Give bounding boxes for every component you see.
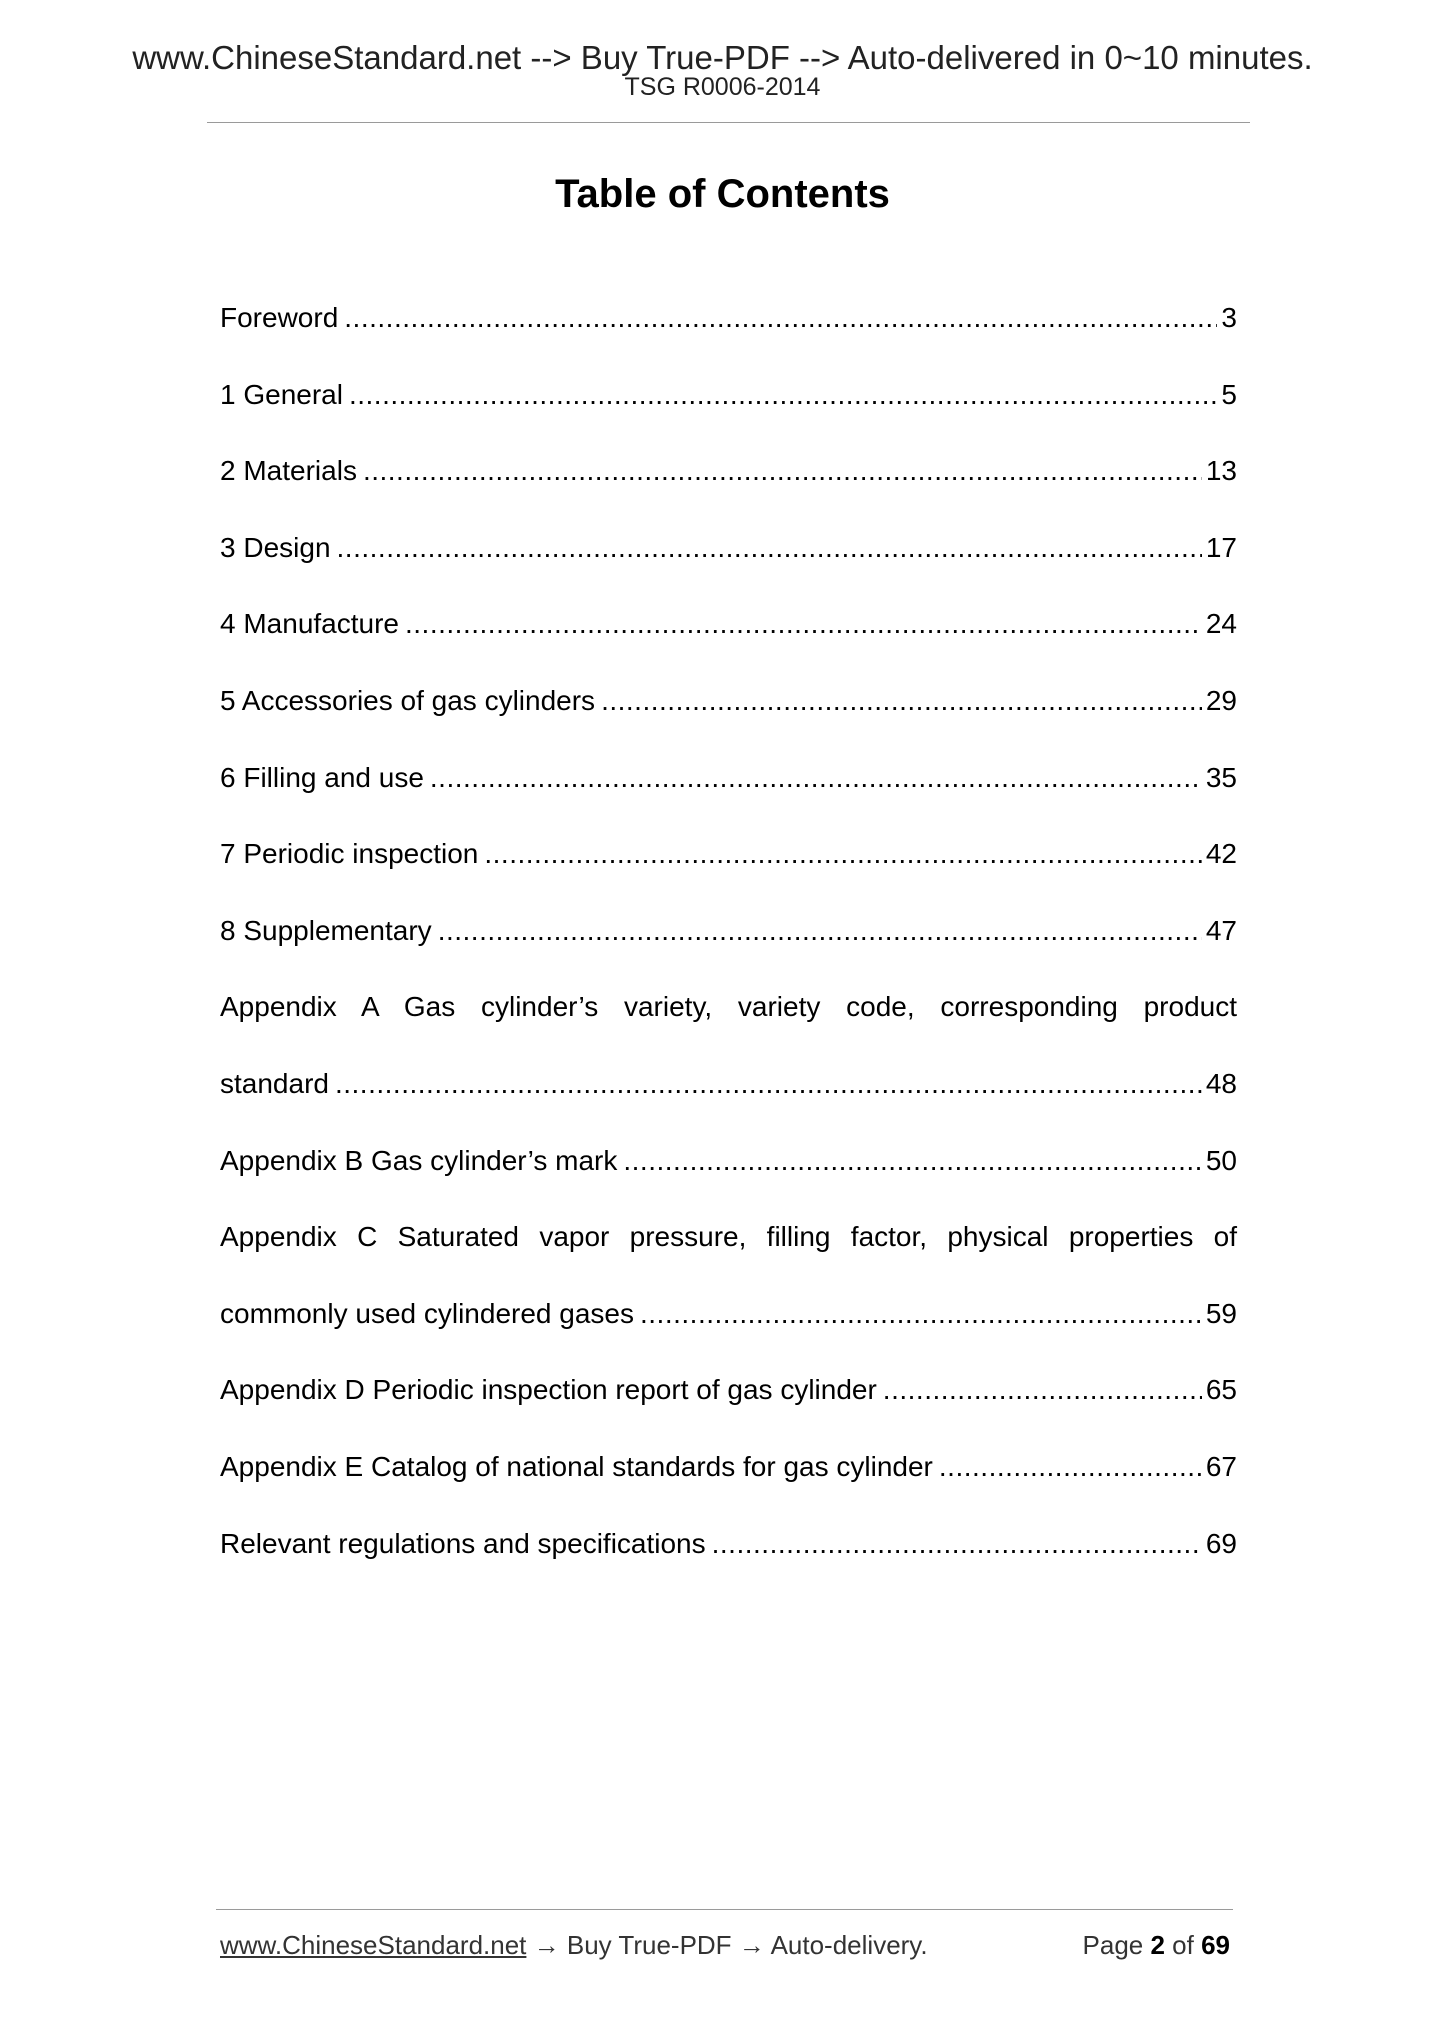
toc-entry-label: 5 Accessories of gas cylinders [220, 684, 596, 716]
toc-entry-page: 3 [1221, 302, 1237, 333]
toc-entry-periodic-inspection[interactable] [220, 816, 1237, 893]
document-code: TSG R0006-2014 [624, 73, 821, 101]
toc-entry-appendix-d[interactable] [220, 1352, 1237, 1429]
toc-entry-label-line1: Appendix A Gas cylinder’s variety, variety code, corresponding product [220, 991, 1237, 1023]
dot-leader [337, 510, 1202, 587]
table-of-contents [220, 280, 1237, 1582]
header-divider [207, 122, 1250, 123]
dot-leader [601, 663, 1202, 740]
toc-entry-label: 4 Manufacture [220, 608, 399, 640]
toc-entry-filling-and-use[interactable] [220, 740, 1237, 817]
top-banner: www.ChineseStandard.net --> Buy True-PDF --> Auto-delivered in 0~10 minutes. [132, 39, 1313, 76]
toc-entry-materials[interactable] [220, 433, 1237, 510]
dot-leader [349, 357, 1217, 434]
dot-leader [430, 740, 1202, 817]
toc-entry-page: 69 [1205, 1527, 1237, 1559]
toc-entry-page: 50 [1205, 1144, 1237, 1176]
dot-leader [438, 893, 1202, 970]
page-of: of [1164, 1930, 1202, 1960]
dot-leader [939, 1429, 1202, 1506]
toc-entry-page: 24 [1205, 608, 1237, 640]
toc-entry-page: 17 [1205, 531, 1237, 563]
toc-entry-appendix-a[interactable] [220, 969, 1237, 1122]
dot-leader [363, 433, 1202, 510]
toc-entry-page: 42 [1205, 838, 1237, 870]
toc-entry-accessories[interactable] [220, 663, 1237, 740]
page-title: Table of Contents [555, 172, 890, 216]
toc-entry-design[interactable] [220, 510, 1237, 587]
dot-leader [712, 1506, 1202, 1583]
toc-entry-manufacture[interactable] [220, 586, 1237, 663]
toc-entry-supplementary[interactable] [220, 893, 1237, 970]
toc-entry-general[interactable] [220, 357, 1237, 434]
toc-entry-label: 3 Design [220, 531, 331, 563]
toc-entry-page: 47 [1205, 914, 1237, 946]
footer-tagline: → Buy True-PDF → Auto-delivery. [526, 1930, 928, 1960]
toc-entry-label: 6 Filling and use [220, 761, 424, 793]
toc-entry-page: 13 [1205, 455, 1237, 487]
dot-leader [405, 586, 1202, 663]
dot-leader [344, 280, 1217, 357]
toc-entry-label-line1: Appendix C Saturated vapor pressure, filling factor, physical properties of [220, 1221, 1237, 1253]
toc-entry-label: Appendix D Periodic inspection report of gas cylinder [220, 1374, 877, 1406]
toc-entry-page: 65 [1205, 1374, 1237, 1406]
page-footer [220, 1928, 1230, 1962]
toc-entry-line2 [220, 1276, 1237, 1353]
toc-entry-label: Appendix E Catalog of national standards for gas cylinder [220, 1450, 933, 1482]
toc-entry-label: Foreword [220, 302, 339, 333]
toc-entry-label-line2: commonly used cylindered gases [220, 1297, 634, 1329]
page-number [1083, 1928, 1230, 1962]
page-prefix: Page [1082, 1930, 1151, 1960]
toc-entry-label: 8 Supplementary [220, 914, 432, 946]
toc-entry-label: Relevant regulations and specifications [220, 1527, 706, 1559]
toc-entry-relevant-regulations[interactable] [220, 1506, 1237, 1583]
toc-entry-label-line2: standard [220, 1067, 329, 1099]
page-current: 2 [1150, 1930, 1165, 1960]
dot-leader [484, 816, 1201, 893]
toc-entry-label: Appendix B Gas cylinder’s mark [220, 1144, 618, 1176]
dot-leader [335, 1046, 1202, 1123]
toc-entry-appendix-c[interactable] [220, 1199, 1237, 1352]
toc-entry-page: 59 [1205, 1297, 1237, 1329]
toc-entry-label: 1 General [220, 378, 343, 410]
toc-entry-page: 48 [1205, 1067, 1237, 1099]
toc-entry-appendix-e[interactable] [220, 1429, 1237, 1506]
toc-entry-page: 35 [1205, 761, 1237, 793]
footer-left [220, 1928, 928, 1962]
page-total: 69 [1201, 1930, 1230, 1960]
dot-leader [640, 1276, 1202, 1353]
footer-divider [216, 1909, 1233, 1910]
toc-entry-appendix-b[interactable] [220, 1123, 1237, 1200]
dot-leader [623, 1123, 1201, 1200]
toc-entry-page: 29 [1205, 684, 1237, 716]
dot-leader [883, 1352, 1202, 1429]
toc-entry-foreword[interactable] [220, 280, 1237, 357]
footer-site-link[interactable]: www.ChineseStandard.net [220, 1930, 527, 1960]
toc-entry-page: 5 [1221, 378, 1237, 410]
toc-entry-label: 2 Materials [220, 455, 357, 487]
toc-entry-line2 [220, 1046, 1237, 1123]
toc-entry-label: 7 Periodic inspection [220, 838, 479, 870]
toc-entry-page: 67 [1205, 1450, 1237, 1482]
